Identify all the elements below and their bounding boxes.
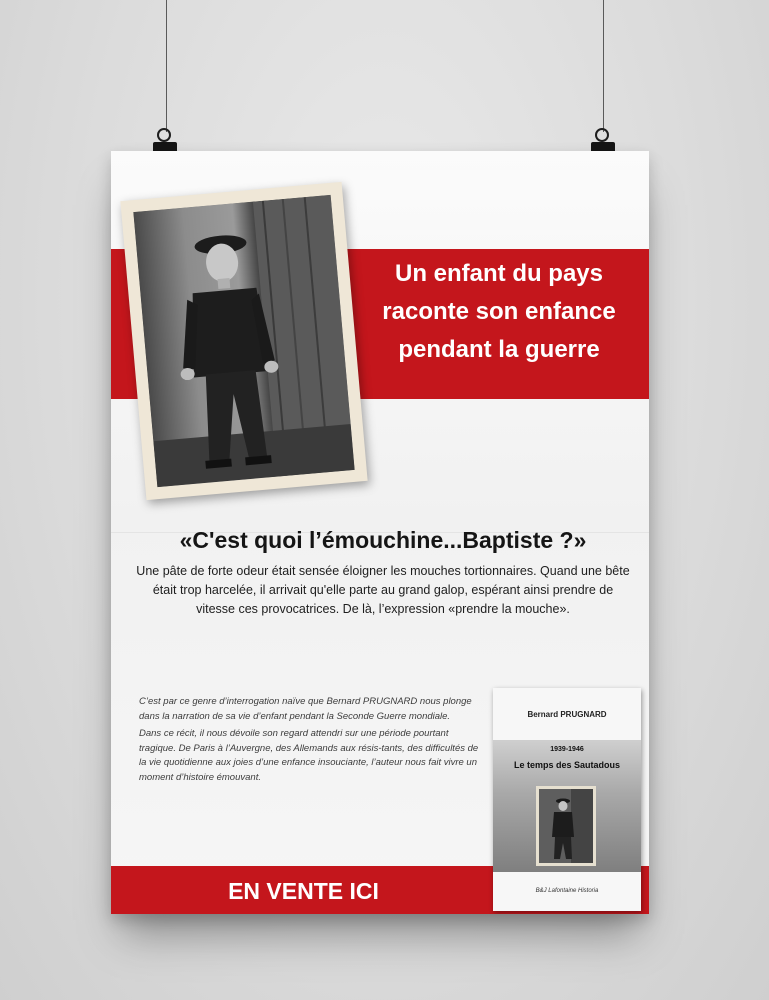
headline: [359, 255, 639, 369]
hanging-wire-left: [166, 0, 167, 132]
quote-description: Une pâte de forte odeur était sensée éloigner les mouches tortionnaires. Quand une bête était trop harcelée, il arrivait qu'elle parte au grand galop, espérant ainsi prendre de vitesse ces provocatrices. De là, l’expression «prendre la mouche».: [136, 564, 630, 616]
book-cover-portrait-image: [539, 789, 593, 863]
book-cover-photo: [536, 786, 596, 866]
summary-paragraph-2: Dans ce récit, il nous dévoile son regard attendri sur une période pourtant tragique. De Paris à l’Auvergne, des Allemands aux résis-tants, des difficultés de la vie quotidienne aux joies d’une enfance insouciante, l’auteur nous fait vivre un moment d’histoire émouvant.: [139, 728, 479, 783]
boy-portrait-image: [133, 195, 354, 487]
book-title: Le temps des Sautadous: [513, 760, 621, 770]
book-summary: [139, 695, 485, 788]
vintage-photo: [120, 182, 367, 500]
book-years: 1939-1946: [550, 746, 584, 753]
footer-label: EN VENTE ICI: [228, 878, 379, 904]
quote-title: «C'est quoi l’émouchine...Baptiste ?»: [179, 527, 587, 553]
poster: [111, 151, 649, 914]
summary-paragraph-1: C’est par ce genre d’interrogation naïve que Bernard PRUGNARD nous plonge dans la narration de sa vie d’enfant pendant la Seconde Guerre mondiale.: [139, 696, 472, 722]
headline-line-1: Un enfant du pays: [394, 260, 604, 287]
book-author: Bernard PRUGNARD: [527, 710, 607, 719]
headline-line-3: pendant la guerre: [398, 336, 600, 363]
book-publisher: B&J Lafontaine Historia: [535, 888, 599, 894]
book-cover: [493, 688, 641, 911]
hanging-wire-right: [603, 0, 604, 132]
headline-line-2: raconte son enfance: [382, 298, 616, 325]
